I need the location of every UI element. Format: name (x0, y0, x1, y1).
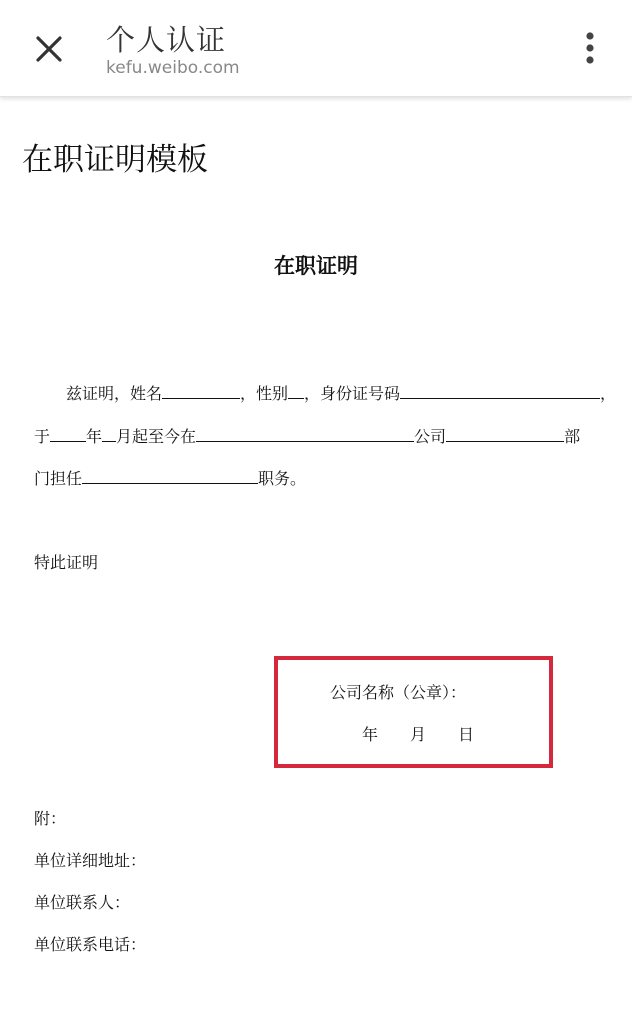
text-year: 年 (86, 427, 103, 446)
text-name-label: 兹证明，姓名 (66, 384, 163, 403)
text-gender-label: ，性别 (240, 384, 289, 403)
blank-name (162, 381, 240, 399)
blank-department (446, 424, 564, 442)
stamp-day: 日 (458, 725, 475, 744)
page-title: 在职证明模板 (22, 142, 208, 178)
blank-position (82, 466, 258, 484)
document-line-1 (66, 381, 616, 404)
stamp-company-label: 公司名称（公章）： (330, 683, 467, 702)
appendix-label: 附： (34, 809, 67, 828)
more-vertical-icon (576, 28, 604, 68)
stamp-highlight-box (274, 656, 553, 768)
blank-month (102, 424, 116, 442)
more-menu-button[interactable] (576, 28, 604, 68)
certify-text: 特此证明 (34, 553, 99, 572)
page-url: kefu.weibo.com (106, 58, 240, 78)
text-id-label: ，身份证号码 (304, 384, 401, 403)
blank-id-number (400, 381, 600, 399)
text-comma: ， (600, 384, 617, 403)
document-line-2 (34, 424, 580, 447)
blank-year (50, 424, 86, 442)
close-icon (28, 28, 70, 70)
text-position: 职务。 (258, 469, 307, 488)
text-from: 于 (34, 427, 51, 446)
stamp-year: 年 (362, 725, 379, 744)
document-line-3 (34, 466, 306, 489)
text-company: 公司 (414, 427, 447, 446)
stamp-month: 月 (410, 725, 427, 744)
appendix-address: 单位详细地址： (34, 851, 147, 870)
text-since: 月起至今在 (116, 427, 197, 446)
blank-gender (288, 381, 304, 399)
close-button[interactable] (28, 28, 70, 70)
text-serve: 门担任 (34, 469, 83, 488)
stamp-date (362, 722, 474, 745)
document-title: 在职证明 (274, 254, 358, 278)
blank-company (196, 424, 414, 442)
window-title: 个人认证 (106, 23, 227, 57)
appendix-phone: 单位联系电话： (34, 935, 147, 954)
top-app-bar (0, 0, 632, 97)
appendix-contact: 单位联系人： (34, 893, 131, 912)
text-department: 部 (564, 427, 581, 446)
